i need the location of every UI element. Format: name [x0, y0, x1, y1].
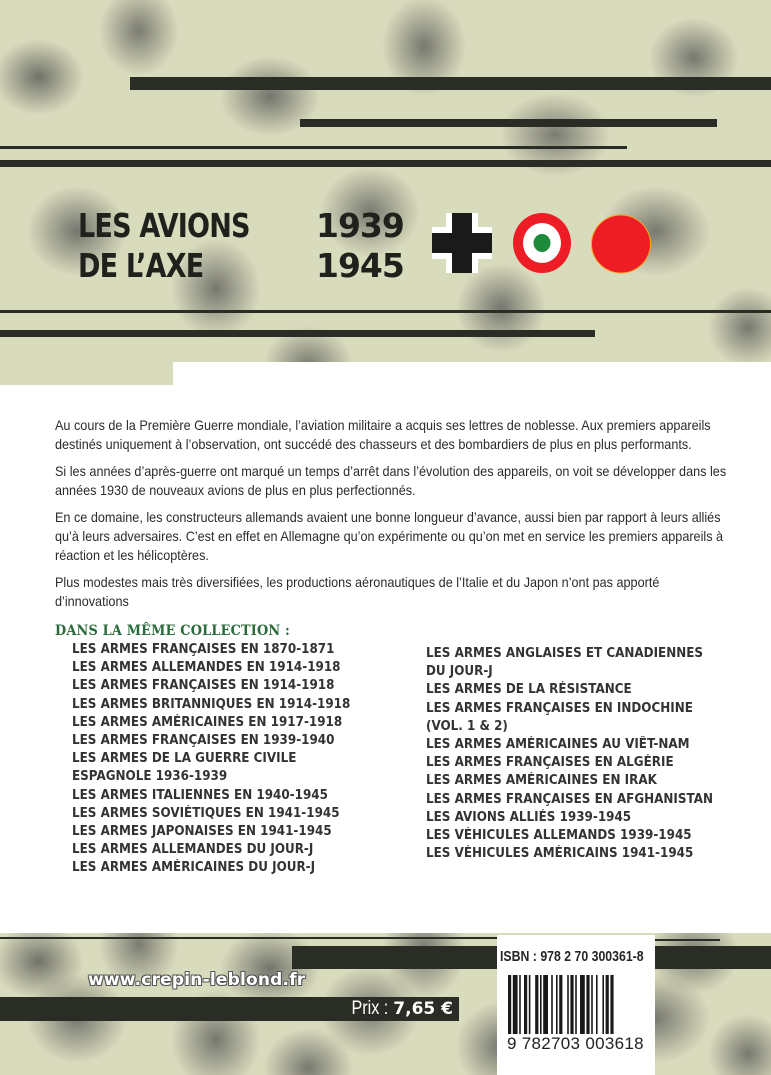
- decor-bar: [655, 939, 720, 941]
- collection-item: (VOL. 1 & 2): [426, 718, 508, 734]
- isbn-number: ISBN : 978 2 70 300361-8: [500, 948, 644, 965]
- collection-item: LES ARMES AMÉRICAINES AU VIÊT-NAM: [426, 737, 690, 753]
- collection-item: LES VÉHICULES ALLEMANDS 1939-1945: [426, 828, 692, 844]
- decor-bar: [130, 77, 771, 90]
- description-paragraph: En ce domaine, les constructeurs allemands avaient une bonne longueur d’avance, aussi bien par rapport à leurs alliés qu’à leurs adversaires. C’est en effet en Allemagne qu’on expérimente ou qu’on met en service les premiers appareils à réaction et les hélicoptères.: [55, 510, 724, 563]
- barcode-stripe: [596, 975, 598, 1035]
- barcode-stripe: [586, 975, 589, 1035]
- white-cutout: [173, 362, 771, 392]
- decor-bar: [0, 310, 771, 313]
- book-description: [55, 416, 731, 619]
- barcode-stripe: [543, 975, 548, 1035]
- decor-bar: [0, 330, 595, 337]
- collection-item: LES ARMES FRANÇAISES EN 1914-1918: [72, 678, 335, 694]
- book-title: [78, 206, 404, 286]
- collection-item: LES ARMES ALLEMANDES EN 1914-1918: [72, 660, 341, 676]
- description-paragraph: Plus modestes mais très diversifiées, les productions aéronautiques de l’Italie et du Japon n’ont pas apporté d’innovations: [55, 575, 660, 609]
- title-line2-words: DE L’AXE: [78, 246, 204, 285]
- collection-item: LES ARMES AMÉRICAINES EN IRAK: [426, 773, 657, 789]
- collection-item: LES ARMES FRANÇAISES EN ALGÉRIE: [426, 755, 674, 771]
- barcode-stripe: [591, 975, 593, 1035]
- barcode-stripe: [580, 975, 585, 1035]
- balkenkreuz-icon: [432, 213, 492, 273]
- collection-item: DU JOUR-J: [426, 664, 493, 680]
- decor-bar: [0, 146, 627, 149]
- barcode-digits: 9 782703 003618: [507, 1034, 644, 1053]
- publisher-website[interactable]: www.crepin-leblond.fr: [88, 970, 306, 990]
- collection-item: LES ARMES SOVIÉTIQUES EN 1941-1945: [72, 805, 340, 821]
- price-label: Prix :: [351, 998, 389, 1019]
- price-value: 7,65 €: [393, 999, 453, 1019]
- decor-bar: [0, 160, 771, 167]
- collection-item: LES AVIONS ALLIÉS 1939-1945: [426, 809, 632, 825]
- collection-heading: DANS LA MÊME COLLECTION :: [55, 623, 290, 639]
- collection-item: LES ARMES AMÉRICAINES DU JOUR-J: [72, 860, 316, 876]
- description-paragraph: Au cours de la Première Guerre mondiale, l’aviation militaire a acquis ses lettres de noblesse. Aux premiers appareils destinés uniquement à l’observation, ont succédé des chasseurs et des bombardiers de plus en plus performants.: [55, 418, 711, 452]
- decor-bar: [655, 946, 771, 969]
- decor-bar: [292, 946, 497, 969]
- description-paragraph: Si les années d’après-guerre ont marqué un temps d’arrêt dans l’évolution des appareils, on voit se développer dans les années 1930 de nouveaux avions de plus en plus perfectionnés.: [55, 464, 727, 498]
- collection-item: LES ARMES FRANÇAISES EN 1870-1871: [72, 642, 335, 657]
- price: [345, 998, 453, 1020]
- collection-item: LES ARMES FRANÇAISES EN 1939-1940: [72, 733, 335, 749]
- barcode-stripe: [519, 975, 521, 1035]
- collection-item: ESPAGNOLE 1936-1939: [72, 769, 228, 785]
- collection-item: LES ARMES ITALIENNES EN 1940-1945: [72, 787, 328, 803]
- barcode-stripe: [551, 975, 553, 1035]
- italian-roundel-icon: [512, 213, 572, 273]
- collection-item: LES ARMES FRANÇAISES EN AFGHANISTAN: [426, 791, 713, 807]
- barcode-stripe: [606, 975, 609, 1035]
- barcode-stripe: [570, 975, 573, 1035]
- collection-item: LES ARMES JAPONAISES EN 1941-1945: [72, 824, 332, 840]
- price-bar: [0, 997, 459, 1021]
- decor-bar: [300, 119, 717, 127]
- collection-item: LES ARMES ALLEMANDES DU JOUR-J: [72, 842, 314, 858]
- collection-list-right: [426, 645, 738, 863]
- barcode-stripe: [535, 975, 538, 1035]
- collection-list-left: [72, 641, 375, 878]
- collection-item: LES ARMES ANGLAISES ET CANADIENNES: [426, 646, 704, 661]
- title-line1-words: LES AVIONS: [78, 206, 250, 245]
- decor-bar: [0, 937, 497, 939]
- barcode-stripe: [602, 975, 604, 1035]
- collection-item: LES ARMES FRANÇAISES EN INDOCHINE: [426, 700, 693, 716]
- barcode-stripe: [540, 975, 542, 1035]
- collection-item: LES ARMES BRITANNIQUES EN 1914-1918: [72, 696, 351, 712]
- cover-camouflage-top: [0, 0, 771, 385]
- barcode-stripe: [556, 975, 558, 1035]
- title-line2-year: 1945: [316, 246, 404, 285]
- collection-item: LES ARMES DE LA GUERRE CIVILE: [72, 751, 297, 767]
- barcode-stripe: [529, 975, 531, 1035]
- collection-item: LES ARMES AMÉRICAINES EN 1917-1918: [72, 714, 343, 730]
- title-line1-year: 1939: [316, 206, 404, 245]
- barcode-stripe: [575, 975, 577, 1035]
- collection-item: LES VÉHICULES AMÉRICAINS 1941-1945: [426, 846, 694, 862]
- collection-item: LES ARMES DE LA RÉSISTANCE: [426, 682, 632, 698]
- japanese-hinomaru-icon: [590, 214, 652, 274]
- barcode-stripe: [524, 975, 527, 1035]
